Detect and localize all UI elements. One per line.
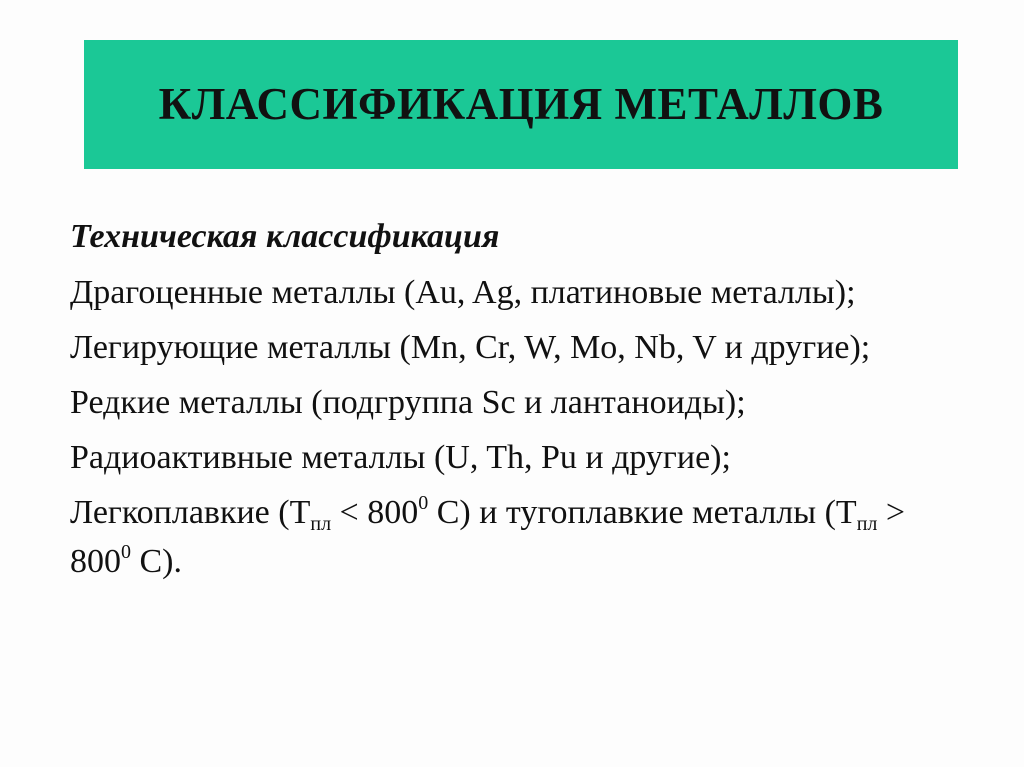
title-banner xyxy=(84,40,958,169)
melting-text-part: С) и тугоплавкие металлы (Т xyxy=(428,494,857,531)
melting-text-part: < 800 xyxy=(331,494,419,531)
melting-text-part: С). xyxy=(131,543,182,580)
list-item-melting-point-metals xyxy=(70,488,970,586)
melting-subscript: пл xyxy=(310,513,332,535)
list-item-alloying-metals: Легирующие металлы (Mn, Cr, W, Mo, Nb, V и другие); xyxy=(70,329,871,366)
list-item-radioactive-metals: Радиоактивные металлы (U, Th, Pu и другие); xyxy=(70,439,731,476)
slide-body xyxy=(70,212,970,586)
list-item-rare-metals: Редкие металлы (подгруппа Sc и лантаноиды); xyxy=(70,384,746,421)
section-subheading: Техническая классификация xyxy=(70,218,500,255)
slide-title: КЛАССИФИКАЦИЯ МЕТАЛЛОВ xyxy=(158,79,884,129)
melting-text-part: > 800 xyxy=(70,494,906,580)
degree-superscript: 0 xyxy=(121,541,131,563)
melting-text-part: Легкоплавкие (Т xyxy=(70,494,311,531)
melting-subscript: пл xyxy=(856,513,878,535)
degree-superscript: 0 xyxy=(418,492,429,514)
list-item-precious-metals: Драгоценные металлы (Au, Ag, платиновые металлы); xyxy=(70,274,856,311)
